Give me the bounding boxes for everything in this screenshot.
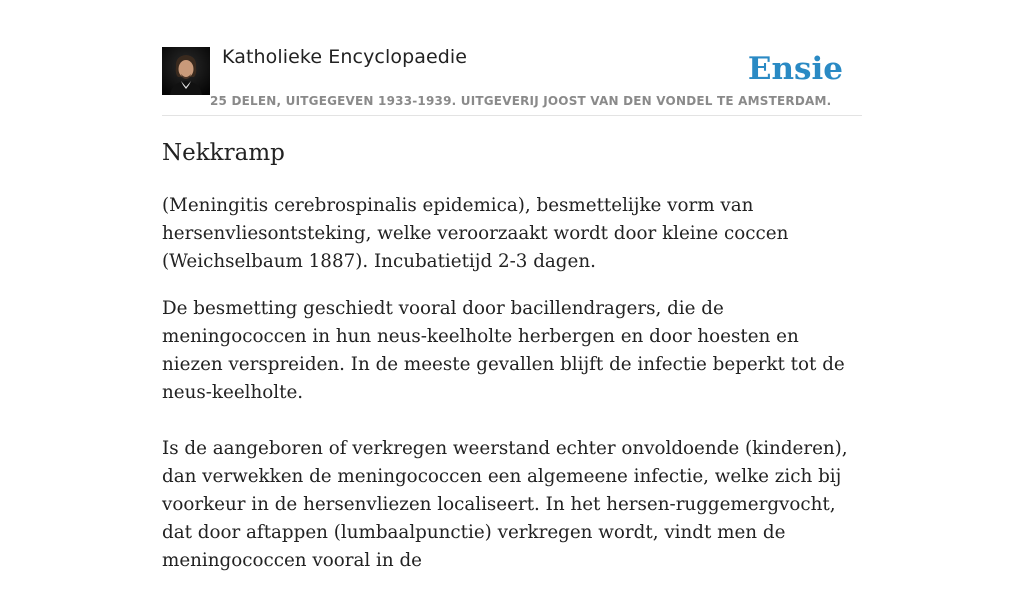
source-title[interactable]: Katholieke Encyclopaedie <box>222 46 468 68</box>
entry-title: Nekkramp <box>162 140 285 166</box>
portrait-icon <box>162 47 210 95</box>
source-meta: 25 DELEN, UITGEGEVEN 1933-1939. UITGEVERIJ JOOST VAN DEN VONDEL TE AMSTERDAM. <box>210 94 832 108</box>
source-avatar[interactable] <box>162 47 210 95</box>
article-paragraph: De besmetting geschiedt vooral door bacillendragers, die de meningococcen in hun neus-keelholte herbergen en door hoesten en niezen verspreiden. In de meeste gevallen blijft de infectie beperkt tot de neus-keelholte. <box>162 298 845 403</box>
header-divider <box>162 115 862 116</box>
article-body <box>162 192 862 594</box>
paragraph-gap <box>162 407 862 435</box>
brand-logo[interactable]: Ensie <box>747 51 843 87</box>
article-paragraph: Is de aangeboren of verkregen weerstand echter onvoldoende (kinderen), dan verwekken de meningococcen een algemeene infectie, welke zich bij voorkeur in de hersenvliezen localiseert. In het hersen-ruggemergvocht, dat door aftappen (lumbaalpunctie) verkregen wordt, vindt men de meningococcen vooral in de <box>162 438 848 571</box>
article-paragraph: (Meningitis cerebrospinalis epidemica), besmettelijke vorm van hersenvliesontsteking, welke veroorzaakt wordt door kleine coccen (Weichselbaum 1887). Incubatietijd 2-3 dagen. <box>162 195 789 272</box>
